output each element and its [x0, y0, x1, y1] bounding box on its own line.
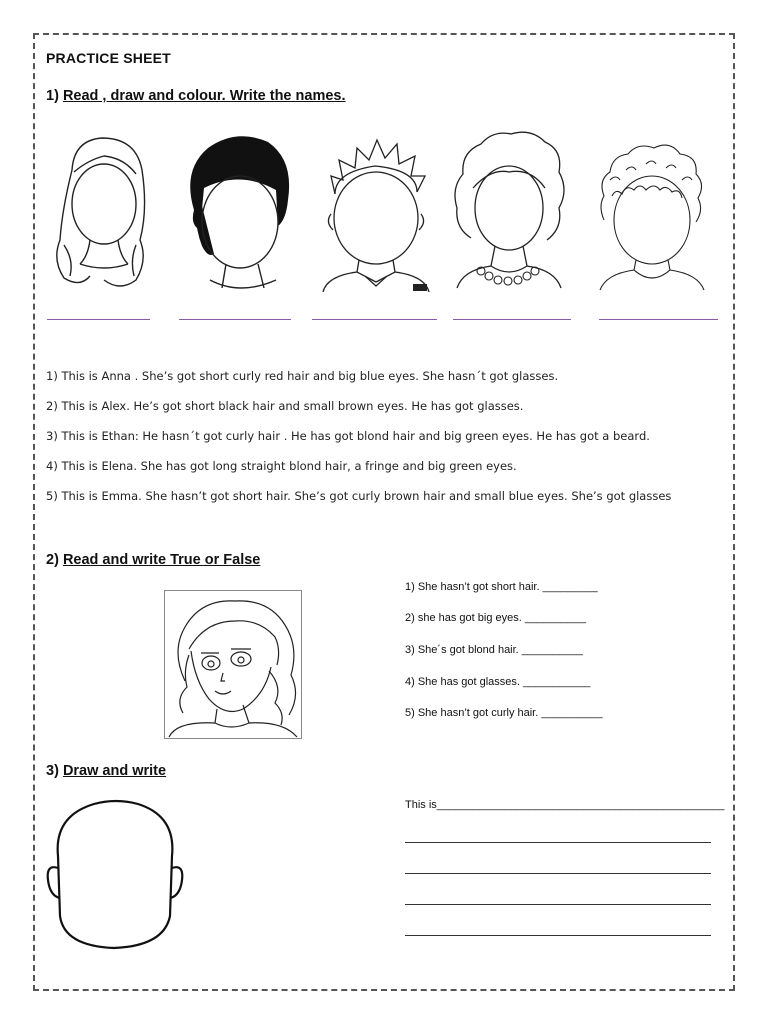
statement-3: 3) This is Ethan: He hasn´t got curly hair . He has got blond hair and big green eyes. He has got a beard. [46, 429, 650, 443]
section-2-number: 2) [46, 552, 59, 568]
girl-portrait-frame [164, 590, 302, 739]
statement-1: 1) This is Anna . She’s got short curly red hair and big blue eyes. She hasn´t got glasses. [46, 369, 559, 383]
section-2-heading [46, 552, 260, 568]
name-line-1[interactable] [47, 319, 150, 320]
name-line-4[interactable] [453, 319, 571, 320]
name-line-3[interactable] [312, 319, 437, 320]
section-1-number: 1) [46, 88, 59, 104]
write-line-4[interactable] [405, 935, 711, 936]
write-line-2[interactable] [405, 873, 711, 874]
section-3-title: Draw and write [62, 763, 167, 779]
girl-portrait-icon [165, 591, 301, 738]
write-line-1[interactable] [405, 842, 711, 843]
page-title: PRACTICE SHEET [46, 50, 171, 66]
write-prompt: This is_______________________________________________ [405, 799, 725, 811]
tf-question-1: 1) She hasn’t got short hair. _________ [405, 581, 598, 593]
face-afro-hair-icon [180, 130, 294, 295]
statement-5: 5) This is Emma. She hasn’t got short hair. She’s got curly brown hair and small blue eyes. She’s got glasses [46, 489, 672, 503]
face-spiky-hair-icon [321, 136, 431, 294]
face-curly-hair-necklace-icon [451, 128, 567, 296]
face-long-hair-icon [44, 130, 152, 292]
name-line-2[interactable] [179, 319, 291, 320]
name-line-5[interactable] [599, 319, 718, 320]
section-2-title: Read and write True or False [62, 552, 261, 568]
statement-2: 2) This is Alex. He’s got short black hair and small brown eyes. He has got glasses. [46, 399, 524, 413]
face-curly-short-hair-icon [596, 140, 706, 292]
section-1-title: Read , draw and colour. Write the names. [62, 88, 346, 104]
tf-question-4: 4) She has got glasses. ___________ [405, 676, 591, 688]
section-3-number: 3) [46, 763, 59, 779]
tf-question-3: 3) She´s got blond hair. __________ [405, 644, 583, 656]
section-1-heading [46, 88, 346, 104]
blank-head-icon [44, 796, 186, 952]
section-3-heading [46, 763, 166, 779]
write-line-3[interactable] [405, 904, 711, 905]
tf-question-5: 5) She hasn’t got curly hair. __________ [405, 707, 603, 719]
tf-question-2: 2) she has got big eyes. __________ [405, 612, 587, 624]
statement-4: 4) This is Elena. She has got long straight blond hair, a fringe and big green eyes. [46, 459, 517, 473]
